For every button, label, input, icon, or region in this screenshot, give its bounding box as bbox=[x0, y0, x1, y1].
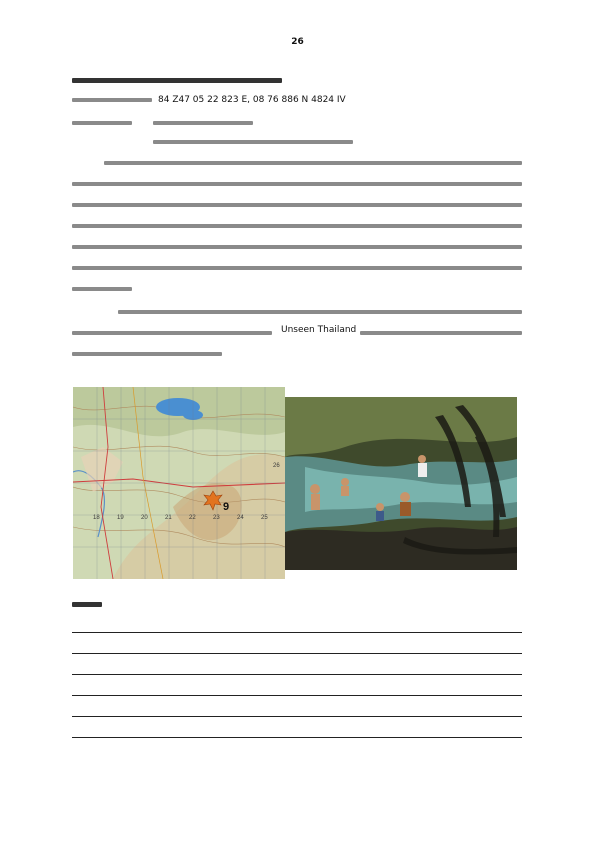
notes-line bbox=[72, 695, 522, 696]
coordinate-text: 84 Z47 05 22 823 E, 08 76 886 N 4824 IV bbox=[158, 95, 346, 105]
text-placeholder bbox=[72, 182, 522, 186]
svg-text:20: 20 bbox=[141, 515, 148, 521]
text-placeholder bbox=[72, 78, 282, 83]
text-placeholder bbox=[72, 98, 152, 102]
text-placeholder bbox=[153, 121, 253, 125]
map-marker-number: 9 bbox=[223, 501, 230, 513]
notes-line bbox=[72, 716, 522, 717]
svg-text:19: 19 bbox=[117, 515, 124, 521]
text-placeholder bbox=[72, 121, 132, 125]
text-placeholder bbox=[360, 331, 522, 335]
text-placeholder bbox=[72, 266, 522, 270]
unseen-thailand-text: Unseen Thailand bbox=[281, 325, 357, 335]
text-placeholder bbox=[153, 140, 353, 144]
text-placeholder bbox=[72, 203, 522, 207]
text-placeholder bbox=[72, 245, 522, 249]
svg-text:21: 21 bbox=[165, 515, 172, 521]
notes-line bbox=[72, 737, 522, 738]
text-placeholder bbox=[72, 224, 522, 228]
svg-text:18: 18 bbox=[93, 515, 100, 521]
text-placeholder bbox=[72, 352, 222, 356]
svg-text:23: 23 bbox=[213, 515, 220, 521]
text-placeholder bbox=[118, 310, 522, 314]
text-placeholder bbox=[104, 161, 522, 165]
text-placeholder bbox=[72, 331, 272, 335]
text-placeholder bbox=[72, 287, 132, 291]
svg-text:25: 25 bbox=[261, 515, 268, 521]
page-number: 26 bbox=[291, 37, 304, 47]
svg-text:24: 24 bbox=[237, 515, 244, 521]
notes-line bbox=[72, 632, 522, 633]
svg-text:26: 26 bbox=[273, 463, 280, 469]
topographic-map bbox=[73, 387, 285, 579]
notes-line bbox=[72, 674, 522, 675]
svg-text:22: 22 bbox=[189, 515, 196, 521]
waterfall-photo bbox=[285, 397, 517, 570]
notes-heading-placeholder bbox=[72, 602, 102, 607]
notes-line bbox=[72, 653, 522, 654]
